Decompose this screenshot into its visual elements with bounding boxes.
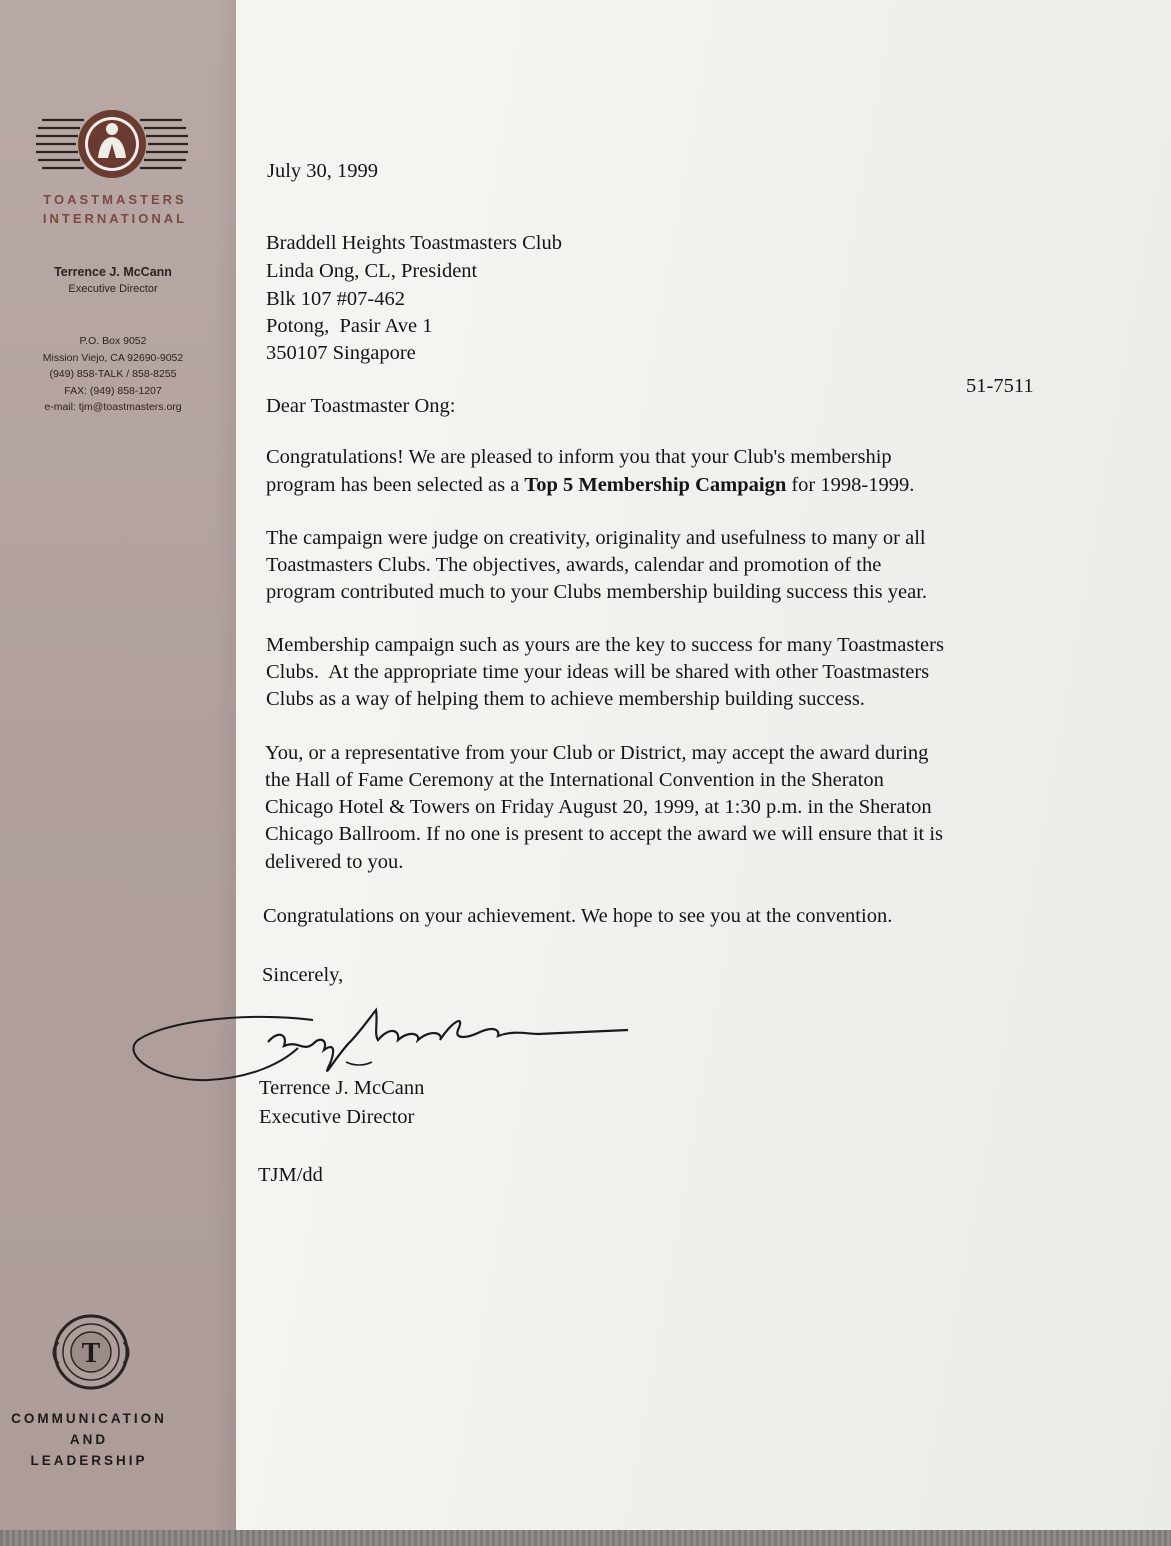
motto-line: LEADERSHIP	[30, 1453, 148, 1468]
sidebar-exec-name: Terrence J. McCann	[54, 265, 172, 279]
p1-suffix: for 1998-1999.	[786, 474, 915, 496]
org-name-line-1: TOASTMASTERS	[43, 192, 187, 207]
paragraph-4-line: You, or a representative from your Club or District, may accept the award during	[265, 742, 929, 764]
closing: Sincerely,	[262, 964, 344, 986]
letterhead-sidebar	[0, 0, 236, 1530]
motto-line: AND	[69, 1432, 109, 1447]
address-line: Mission Viejo, CA 92690-9052	[42, 351, 184, 364]
toastmasters-seal-icon	[46, 1312, 136, 1392]
recipient-line: Blk 107 #07-462	[266, 288, 405, 310]
show-through-text	[560, 60, 575, 129]
recipient-line: Potong, Pasir Ave 1	[266, 315, 433, 337]
paragraph-4-line: delivered to you.	[265, 851, 404, 873]
paragraph-4-line: Chicago Hotel & Towers on Friday August 20, 1999, at 1:30 p.m. in the Sheraton	[265, 796, 932, 818]
paragraph-2-line: program contributed much to your Clubs membership building success this year.	[266, 581, 928, 603]
org-name-line-2: INTERNATIONAL	[42, 211, 188, 226]
fax-line: FAX: (949) 858-1207	[64, 384, 162, 397]
email-line: e-mail: tjm@toastmasters.org	[44, 401, 182, 413]
svg-text:T: T	[81, 1338, 101, 1369]
reference-number: 51-7511	[966, 375, 1034, 397]
signer-name: Terrence J. McCann	[259, 1077, 425, 1099]
campaign-highlight: Top 5 Membership Campaign	[524, 474, 787, 496]
paragraph-2-line: The campaign were judge on creativity, originality and usefulness to many or all	[266, 527, 926, 549]
sidebar-exec-title: Executive Director	[68, 283, 158, 295]
paragraph-3-line: Membership campaign such as yours are the key to success for many Toastmasters	[266, 634, 944, 656]
phone-line: (949) 858-TALK / 858-8255	[49, 368, 177, 380]
recipient-line: Linda Ong, CL, President	[266, 260, 478, 282]
paragraph-4-line: the Hall of Fame Ceremony at the International Convention in the Sheraton	[265, 769, 884, 791]
typist-initials: TJM/dd	[258, 1164, 323, 1186]
paragraph-1-line	[266, 472, 914, 500]
signer-title: Executive Director	[259, 1106, 415, 1128]
paragraph-3-line: Clubs as a way of helping them to achieve membership building success.	[266, 688, 865, 710]
handwritten-signature	[128, 1000, 638, 1090]
address-line: P.O. Box 9052	[79, 335, 147, 347]
paragraph-1-line: Congratulations! We are pleased to inform you that your Club's membership	[266, 446, 892, 468]
sidebar-edge-shade	[212, 0, 236, 1530]
paragraph-2-line: Toastmasters Clubs. The objectives, awards, calendar and promotion of the	[266, 554, 882, 576]
organization-name	[30, 190, 200, 228]
recipient-line: Braddell Heights Toastmasters Club	[266, 232, 562, 254]
sidebar-address	[18, 333, 208, 416]
paragraph-3-line: Clubs. At the appropriate time your ideas will be shared with other Toastmasters	[266, 661, 930, 683]
recipient-line: 350107 Singapore	[266, 342, 416, 364]
paragraph-4-line: Chicago Ballroom. If no one is present to accept the award we will ensure that it is	[265, 823, 944, 845]
sidebar-motto	[0, 1408, 178, 1471]
letter-date: July 30, 1999	[267, 160, 379, 182]
scan-background-strip	[0, 1530, 1171, 1546]
motto-line: COMMUNICATION	[11, 1411, 167, 1426]
paragraph-5: Congratulations on your achievement. We hope to see you at the convention.	[263, 905, 893, 927]
p1-prefix: program has been selected as a	[266, 474, 525, 496]
salutation: Dear Toastmaster Ong:	[266, 395, 456, 417]
toastmasters-logo-icon	[36, 108, 188, 180]
